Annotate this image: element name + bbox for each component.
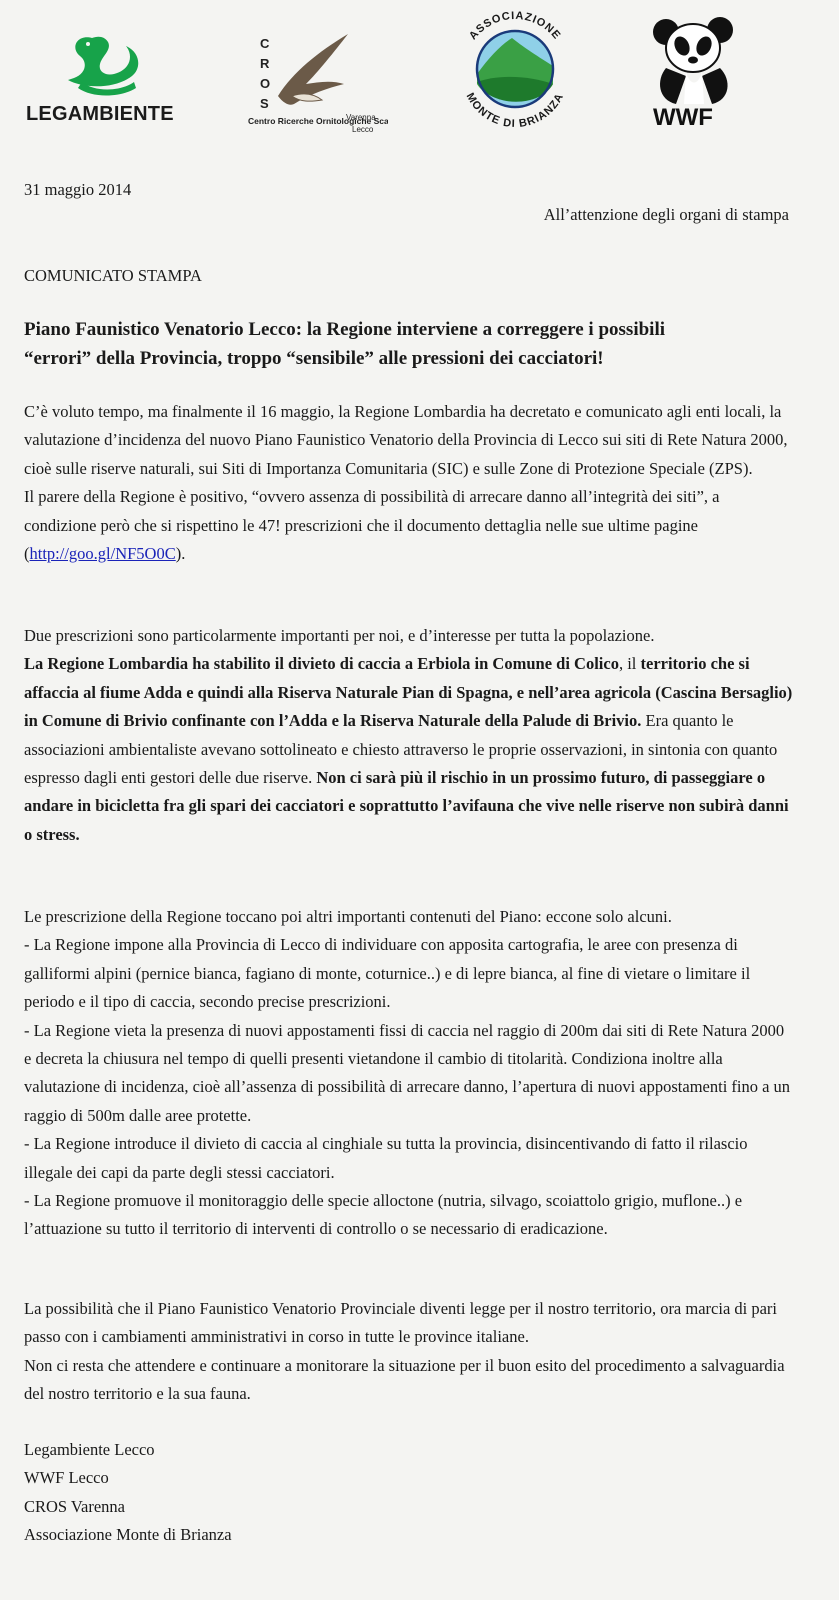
list-item: - La Regione vieta la presenza di nuovi appostamenti fissi di caccia nel raggio di 200m dai siti di Rete Natura 2000 e decreta la chiusura nel tempo di quelli presenti vietandone il cambio di titolarità. Condiziona inoltre alla valutazione di incidenza, cioè all’assenza di possibilità di arrecare danno, l’apertura di nuovi appostamenti fino a un raggio di 500m dalle aree protette.	[24, 1020, 791, 1125]
cros-letter-r: R	[260, 56, 270, 71]
paragraph-3-intro: Le prescrizione della Regione toccano poi altri importanti contenuti del Piano: eccone solo alcuni.	[24, 907, 672, 926]
paragraph-4	[24, 1295, 794, 1409]
cros-place1: Varenna	[346, 113, 376, 122]
cros-letter-s: S	[260, 96, 269, 111]
signature-line: WWF Lecco	[24, 1468, 109, 1488]
title-line-2: “errori” della Provincia, troppo “sensibile” alle pressioni dei cacciatori!	[24, 348, 604, 369]
attention-line: All’attenzione degli organi di stampa	[543, 205, 789, 224]
document-date: 31 maggio 2014	[24, 180, 132, 199]
cros-letter-c: C	[260, 36, 270, 51]
logo-row	[0, 0, 839, 150]
paragraph-2-intro: Due prescrizioni sono particolarmente importanti per noi, e d’interesse per tutta la popolazione.	[24, 626, 655, 645]
panda-icon	[648, 16, 738, 106]
cros-place2: Lecco	[352, 125, 374, 134]
paragraph-4-text1: La possibilità che il Piano Faunistico Venatorio Provinciale diventi legge per il nostro territorio, ora marcia di pari passo con i cambiamenti amministrativi in corso in tutte le province italiane.	[24, 1299, 778, 1347]
wwf-logo	[648, 16, 738, 136]
title-line-1: Piano Faunistico Venatorio Lecco: la Regione interviene a correggere i possibili	[24, 319, 665, 340]
signature-line: Associazione Monte di Brianza	[24, 1525, 232, 1545]
document-link[interactable]: http://goo.gl/NF5O0C	[29, 544, 176, 564]
signature-line: CROS Varenna	[24, 1496, 125, 1516]
paragraph-4-text2: Non ci resta che attendere e continuare a monitorare la situazione per il buon esito del procedimento a salvaguardia del nostro territorio e la sua fauna.	[24, 1355, 785, 1404]
paragraph-2-body: La Regione Lombardia ha stabilito il divieto di caccia a Erbiola in Comune di Colico, il territorio che si affaccia al fiume Adda e quindi alla Riserva Naturale Pian di Spagna, e nell’area agricola (Cascina Bersaglio) in Comune di Brivio confinante con l’Adda e la Riserva Naturale della Palude di Brivio. Era quanto le associazioni ambientaliste avevano sottolineato e chiesto attraverso le proprie osservazioni, in sintonia con quanto espresso dagli enti gestori delle due riserve. Non ci sarà più il rischio in un prossimo futuro, di passeggiare o andare in bicicletta fra gli spari dei cacciatori e soprattutto l’avifauna che vive nelle riserve non subirà danni o stress.	[24, 654, 793, 844]
legambiente-logo	[22, 30, 192, 130]
swan-icon	[22, 30, 192, 102]
legambiente-wordmark: LEGAMBIENTE	[26, 103, 174, 125]
associazione-logo	[450, 4, 580, 134]
signature-line: Legambiente Lecco	[24, 1440, 155, 1459]
press-release-title	[24, 315, 794, 373]
document-type: COMUNICATO STAMPA	[24, 266, 202, 285]
signatures	[24, 1436, 794, 1550]
assoc-top-text: ASSOCIAZIONE	[467, 9, 564, 43]
cros-logo	[248, 22, 388, 140]
wwf-wordmark: WWF	[653, 104, 713, 131]
list-item: - La Regione introduce il divieto di caccia al cinghiale su tutta la provincia, disincentivando di fatto il rilascio illegale dei capi da parte degli stessi cacciatori.	[24, 1134, 748, 1182]
assoc-bottom-text: MONTE DI BRIANZA	[463, 90, 567, 131]
list-item: - La Regione impone alla Provincia di Lecco di individuare con apposita cartografia, le aree con presenza di galliformi alpini (pernice bianca, fagiano di monte, coturnice..) e di lepre bianca, al fine di vietare o limitare il periodo e il tipo di caccia, secondo precise prescrizioni.	[24, 935, 751, 1012]
list-item: - La Regione promuove il monitoraggio delle specie alloctone (nutria, silvago, scoiattolo grigio, muflone..) e l’attuazione su tutto il territorio di interventi di controllo o se necessario di eradicazione.	[24, 1191, 743, 1239]
paragraph-2	[24, 622, 794, 849]
paragraph-1-text2: Il parere della Regione è positivo, “ovvero assenza di possibilità di arrecare danno all’integrità dei siti”, a condizione però che si rispettino le 47! prescrizioni che il documento dettaglia nelle sue ultime pagine (http://goo.gl/NF5O0C).	[24, 487, 720, 564]
paragraph-1-text: C’è voluto tempo, ma finalmente il 16 maggio, la Regione Lombardia ha decretato e comunicato agli enti locali, la valutazione d’incidenza del nuovo Piano Faunistico Venatorio della Provincia di Lecco sui siti di Rete Natura 2000, cioè sulle riserve naturali, sui Siti di Importanza Comunitaria (SIC) e sulle Zone di Protezione Speciale (ZPS).	[24, 402, 788, 478]
paragraph-3	[24, 903, 794, 1244]
paragraph-1	[24, 398, 794, 568]
cros-letter-o: O	[260, 76, 271, 91]
bird-icon	[278, 34, 348, 105]
cros-arc-text: Centro Ricerche Ornitologiche Sca	[248, 116, 388, 126]
